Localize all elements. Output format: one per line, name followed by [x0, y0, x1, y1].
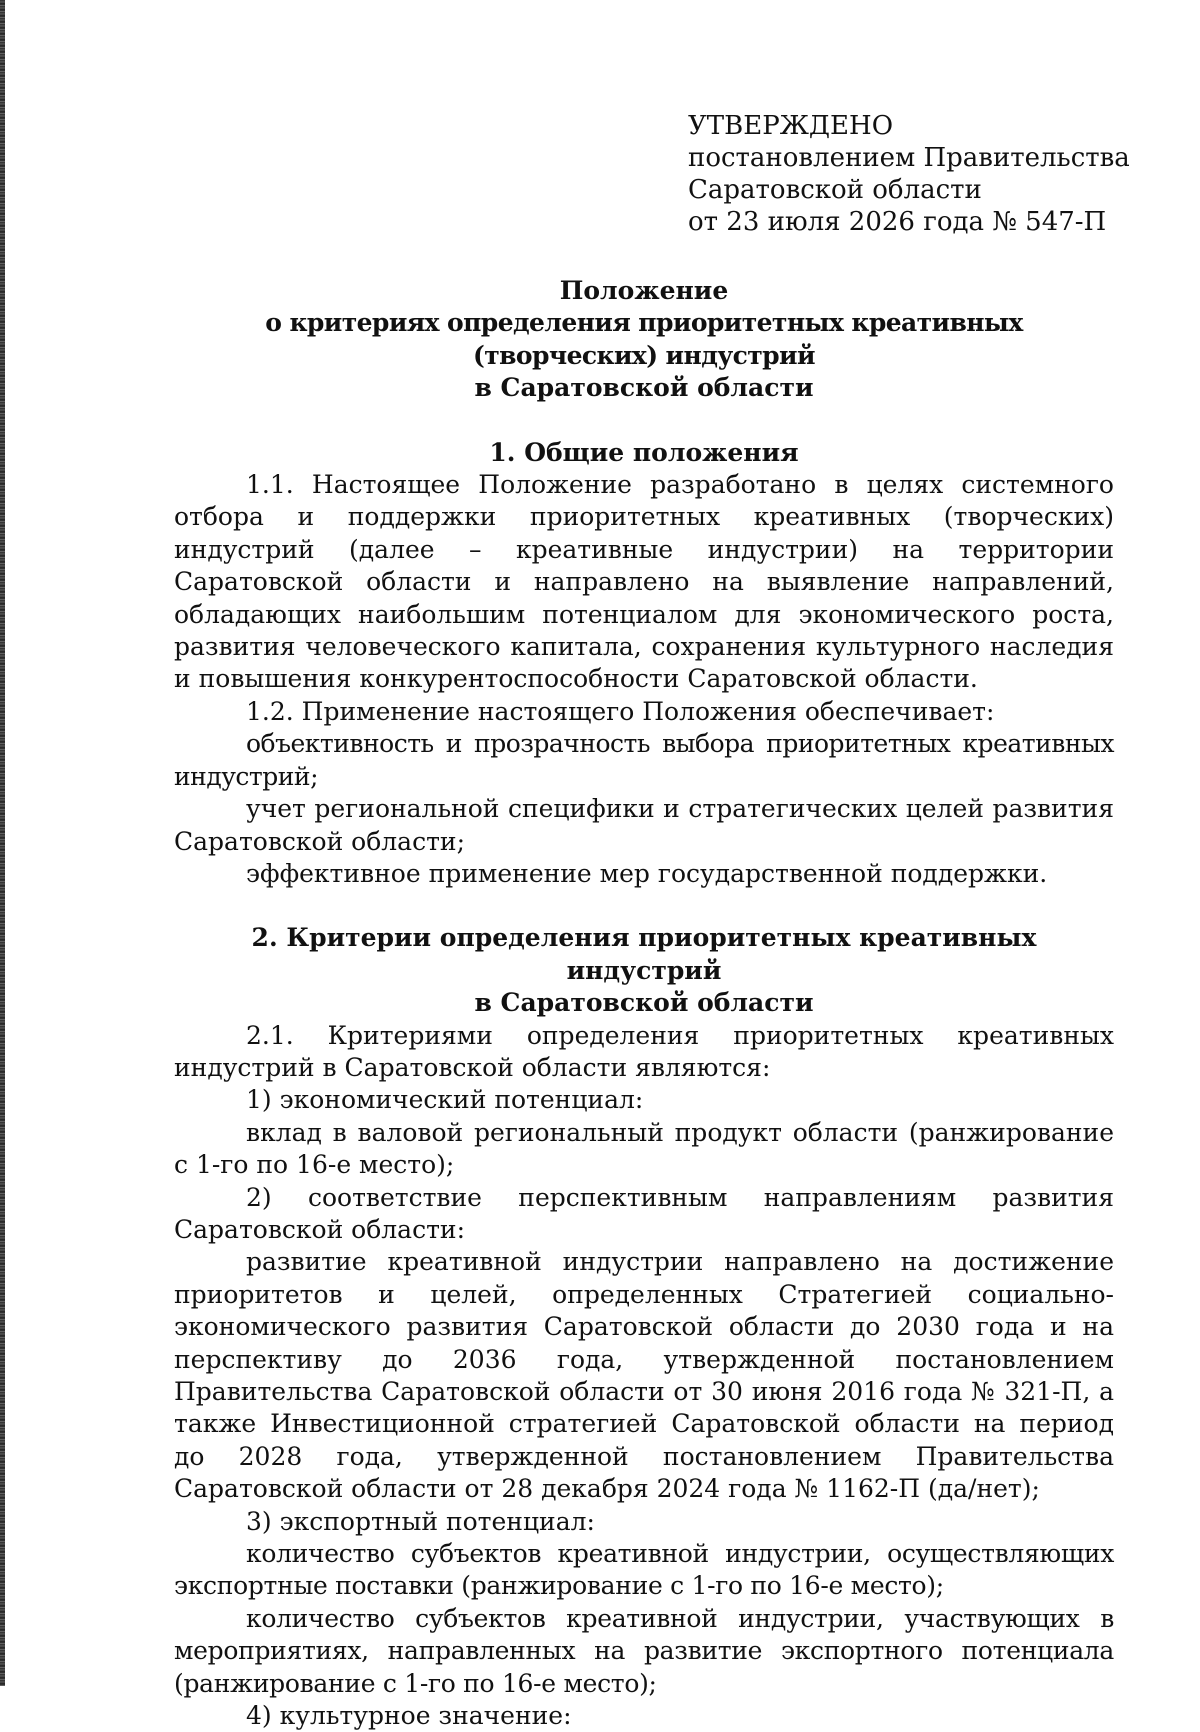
- section-2-heading-line-2: в Саратовской области: [474, 988, 814, 1018]
- criterion-2-detail: развитие креативной индустрии направлено на достижение приоритетов и целей, определенных Стратегией социально-экономического развития Саратовской области до 2030 года и на перспективу до 2036 года, утвержденной постановлением Правительства Саратовской области от 30 июня 2016 года № 321-П, а также Инвестиционной стратегией Саратовской области на период до 2028 года, утвержденной постановлением Правительства Саратовской области от 28 декабря 2024 года № 1162-П (да/нет);: [174, 1247, 1114, 1504]
- approval-line-1: УТВЕРЖДЕНО: [688, 111, 894, 141]
- criterion-1: 1) экономический потенциал:: [246, 1085, 644, 1115]
- approval-stamp: [688, 110, 1130, 238]
- criterion-2: 2) соответствие перспективным направлениям развития Саратовской области:: [174, 1182, 1114, 1244]
- criterion-3-detail-1: количество субъектов креативной индустрии, осуществляющих экспортные поставки (ранжирование с 1-го по 16-е место);: [174, 1539, 1114, 1601]
- paragraph-1-2-item-1: объективность и прозрачность выбора приоритетных креативных индустрий;: [174, 729, 1114, 791]
- scan-edge: [0, 0, 5, 1686]
- title-line-2: о критериях определения приоритетных креативных (творческих) индустрий: [265, 308, 1023, 370]
- approval-line-2: постановлением Правительства: [688, 143, 1130, 173]
- paragraph-1-2: 1.2. Применение настоящего Положения обеспечивает:: [246, 696, 995, 726]
- section-2-heading: [174, 922, 1114, 1019]
- document-title: [174, 275, 1114, 405]
- paragraph-2-1: 2.1. Критериями определения приоритетных креативных индустрий в Саратовской области являются:: [174, 1020, 1114, 1082]
- section-1-heading: 1. Общие положения: [489, 437, 799, 467]
- criterion-1-detail: вклад в валовой региональный продукт области (ранжирование с 1-го по 16-е место);: [174, 1117, 1114, 1180]
- criterion-3-detail-2: количество субъектов креативной индустрии, участвующих в мероприятиях, направленных на развитие экспортного потенциала (ранжирование с 1-го по 16-е место);: [174, 1603, 1114, 1698]
- criterion-4: 4) культурное значение:: [246, 1701, 572, 1731]
- approval-line-3: Саратовской области: [688, 175, 982, 205]
- approval-line-4: от 23 июля 2026 года № 547-П: [688, 207, 1107, 237]
- paragraph-1-2-item-3: эффективное применение мер государственной поддержки.: [246, 858, 1048, 888]
- criterion-3: 3) экспортный потенциал:: [246, 1506, 595, 1536]
- paragraph-1-1: 1.1. Настоящее Положение разработано в целях системного отбора и поддержки приоритетных креативных (творческих) индустрий (далее – креативные индустрии) на территории Саратовской области и направлено на выявление направлений, обладающих наибольшим потенциалом для экономического роста, развития человеческого капитала, сохранения культурного наследия и повышения конкурентоспособности Саратовской области.: [174, 470, 1114, 694]
- title-line-1: Положение: [559, 276, 729, 305]
- title-line-3: в Саратовской области: [474, 373, 814, 403]
- paragraph-1-2-item-2: учет региональной специфики и стратегических целей развития Саратовской области;: [174, 794, 1114, 856]
- document-body: [174, 275, 1114, 1732]
- section-2-heading-line-1: 2. Критерии определения приоритетных креативных индустрий: [251, 923, 1037, 985]
